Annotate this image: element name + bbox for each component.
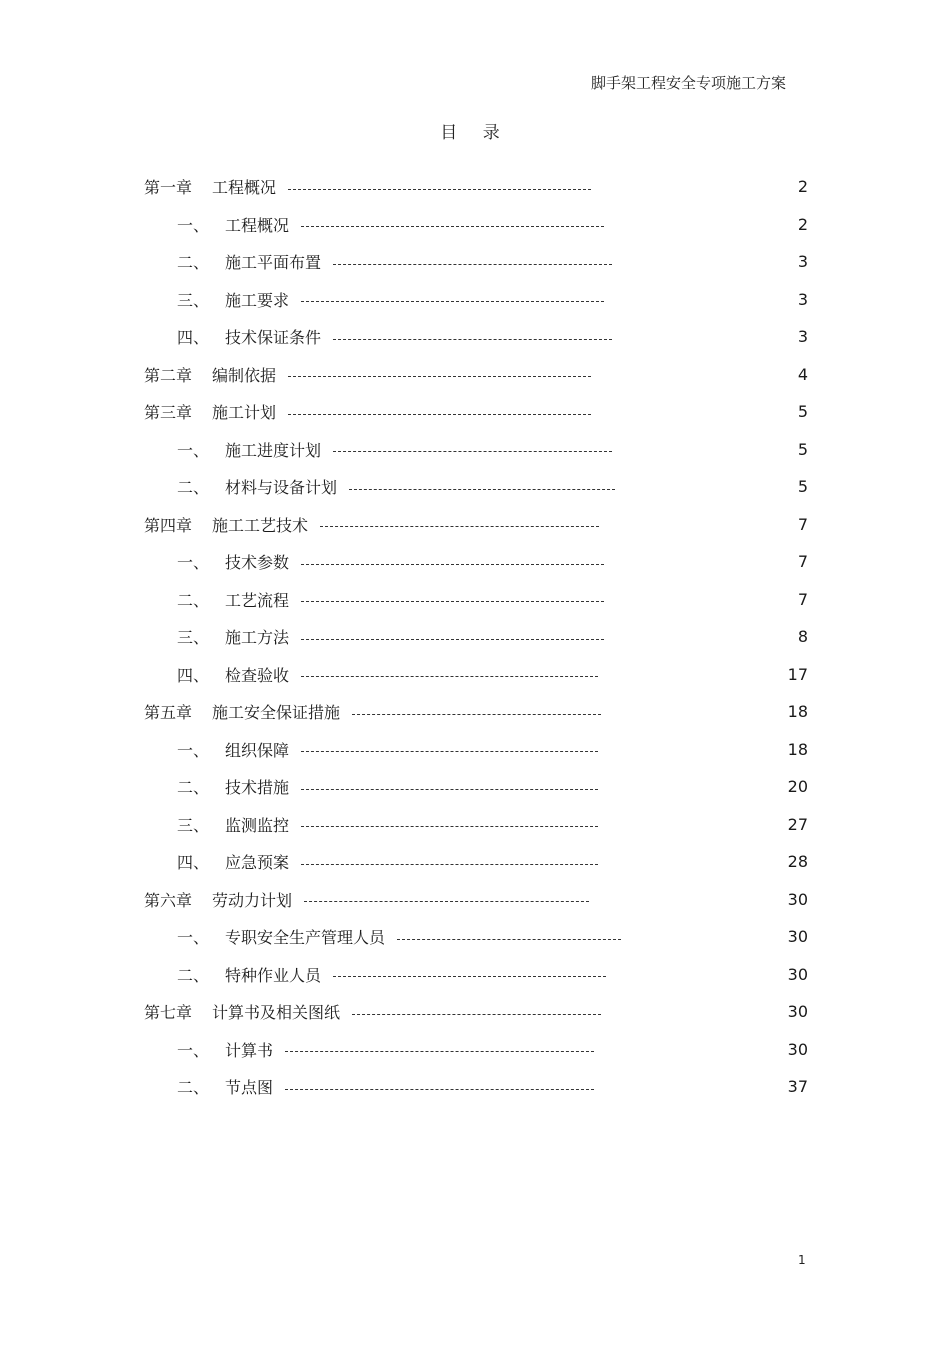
toc-dot-leader [288,413,591,415]
toc-entry-label: 工程概况 [212,178,277,198]
toc-page-number: 30 [787,889,808,909]
toc-entry-number: 第五章 [144,703,193,723]
toc-chapter-row[interactable] [144,168,808,206]
toc-dot-leader [301,600,604,602]
toc-dot-leader [301,863,598,865]
toc-section-row[interactable] [144,1031,808,1069]
toc-section-row[interactable] [144,543,808,581]
toc-entry-number: 第三章 [144,403,193,423]
toc-dot-leader [320,525,599,527]
toc-page-number: 30 [787,1039,808,1059]
toc-chapter-row[interactable] [144,693,808,731]
toc-page-number: 30 [787,964,808,984]
toc-entry-number: 二、 [177,965,210,985]
toc-page-number: 18 [787,739,808,759]
toc-page-number: 3 [797,289,808,309]
toc-chapter-row[interactable] [144,393,808,431]
toc-entry-label: 计算书 [225,1040,274,1060]
toc-page-number: 3 [797,327,808,347]
toc-entry-number: 一、 [177,215,210,235]
toc-entry-label: 施工方法 [225,628,290,648]
toc-dot-leader [301,788,598,790]
toc-section-row[interactable] [144,468,808,506]
toc-dot-leader [301,675,598,677]
toc-chapter-row[interactable] [144,506,808,544]
toc-page-number: 3 [797,252,808,272]
toc-section-row[interactable] [144,656,808,694]
toc-page-number: 20 [787,777,808,797]
toc-page-number: 30 [787,927,808,947]
toc-section-row[interactable] [144,318,808,356]
toc-page-number: 7 [797,552,808,572]
toc-entry-label: 检查验收 [225,665,290,685]
toc-dot-leader [352,713,601,715]
toc-dot-leader [333,450,612,452]
toc-entry-number: 一、 [177,928,210,948]
toc-dot-leader [397,938,621,940]
toc-page-number: 5 [797,402,808,422]
toc-entry-number: 第七章 [144,1003,193,1023]
toc-dot-leader [304,900,589,902]
toc-section-row[interactable] [144,581,808,619]
toc-entry-label: 技术参数 [225,553,290,573]
toc-entry-number: 一、 [177,553,210,573]
toc-dot-leader [301,750,598,752]
toc-dot-leader [352,1013,601,1015]
toc-page-number: 17 [787,664,808,684]
toc-page-number: 2 [797,214,808,234]
toc-entry-label: 技术措施 [225,778,290,798]
toc-page-number: 8 [797,627,808,647]
toc-page-number: 30 [787,1002,808,1022]
table-of-contents [144,168,808,1106]
toc-page-number: 28 [787,852,808,872]
toc-dot-leader [288,375,591,377]
toc-entry-label: 施工平面布置 [225,253,322,273]
toc-section-row[interactable] [144,956,808,994]
toc-entry-label: 技术保证条件 [225,328,322,348]
toc-entry-number: 二、 [177,1078,210,1098]
toc-section-row[interactable] [144,768,808,806]
toc-page-number: 18 [787,702,808,722]
toc-entry-label: 劳动力计划 [212,890,293,910]
toc-page-number: 4 [797,364,808,384]
toc-entry-label: 特种作业人员 [225,965,322,985]
toc-section-row[interactable] [144,918,808,956]
toc-entry-number: 第六章 [144,890,193,910]
page-number: 1 [798,1253,806,1267]
toc-entry-label: 计算书及相关图纸 [212,1003,341,1023]
toc-entry-label: 施工安全保证措施 [212,703,341,723]
toc-chapter-row[interactable] [144,356,808,394]
toc-entry-label: 节点图 [225,1078,274,1098]
toc-section-row[interactable] [144,731,808,769]
toc-chapter-row[interactable] [144,993,808,1031]
toc-entry-label: 编制依据 [212,365,277,385]
toc-entry-number: 四、 [177,328,210,348]
toc-dot-leader [333,263,612,265]
toc-entry-label: 组织保障 [225,740,290,760]
toc-dot-leader [333,975,606,977]
toc-entry-number: 第四章 [144,515,193,535]
toc-section-row[interactable] [144,843,808,881]
toc-entry-number: 四、 [177,665,210,685]
toc-section-row[interactable] [144,431,808,469]
toc-dot-leader [349,488,615,490]
toc-section-row[interactable] [144,281,808,319]
toc-entry-number: 二、 [177,590,210,610]
toc-dot-leader [301,825,598,827]
toc-entry-number: 四、 [177,853,210,873]
toc-entry-label: 工艺流程 [225,590,290,610]
toc-entry-label: 施工计划 [212,403,277,423]
toc-entry-number: 二、 [177,478,210,498]
toc-page-number: 37 [787,1077,808,1097]
toc-entry-number: 第二章 [144,365,193,385]
toc-page-number: 7 [797,514,808,534]
toc-entry-number: 第一章 [144,178,193,198]
toc-entry-label: 施工工艺技术 [212,515,309,535]
toc-dot-leader [285,1088,594,1090]
toc-section-row[interactable] [144,1068,808,1106]
toc-entry-number: 二、 [177,253,210,273]
page-header: 脚手架工程安全专项施工方案 [590,74,786,92]
toc-section-row[interactable] [144,618,808,656]
toc-chapter-row[interactable] [144,881,808,919]
toc-dot-leader [285,1050,594,1052]
toc-dot-leader [333,338,612,340]
toc-dot-leader [288,188,591,190]
toc-title: 目 录 [440,123,510,143]
toc-dot-leader [301,638,604,640]
toc-entry-number: 三、 [177,815,210,835]
toc-dot-leader [301,300,604,302]
toc-dot-leader [301,563,604,565]
toc-page-number: 5 [797,477,808,497]
toc-entry-number: 三、 [177,290,210,310]
toc-page-number: 2 [797,177,808,197]
toc-entry-label: 监测监控 [225,815,290,835]
toc-entry-number: 三、 [177,628,210,648]
toc-section-row[interactable] [144,206,808,244]
toc-page-number: 27 [787,814,808,834]
toc-entry-label: 施工要求 [225,290,290,310]
toc-page-number: 7 [797,589,808,609]
toc-entry-label: 材料与设备计划 [225,478,338,498]
toc-entry-number: 二、 [177,778,210,798]
toc-dot-leader [301,225,604,227]
toc-entry-label: 专职安全生产管理人员 [225,928,386,948]
toc-entry-label: 施工进度计划 [225,440,322,460]
toc-section-row[interactable] [144,806,808,844]
toc-entry-label: 应急预案 [225,853,290,873]
toc-entry-number: 一、 [177,1040,210,1060]
toc-page-number: 5 [797,439,808,459]
toc-section-row[interactable] [144,243,808,281]
toc-entry-number: 一、 [177,740,210,760]
toc-entry-number: 一、 [177,440,210,460]
toc-entry-label: 工程概况 [225,215,290,235]
